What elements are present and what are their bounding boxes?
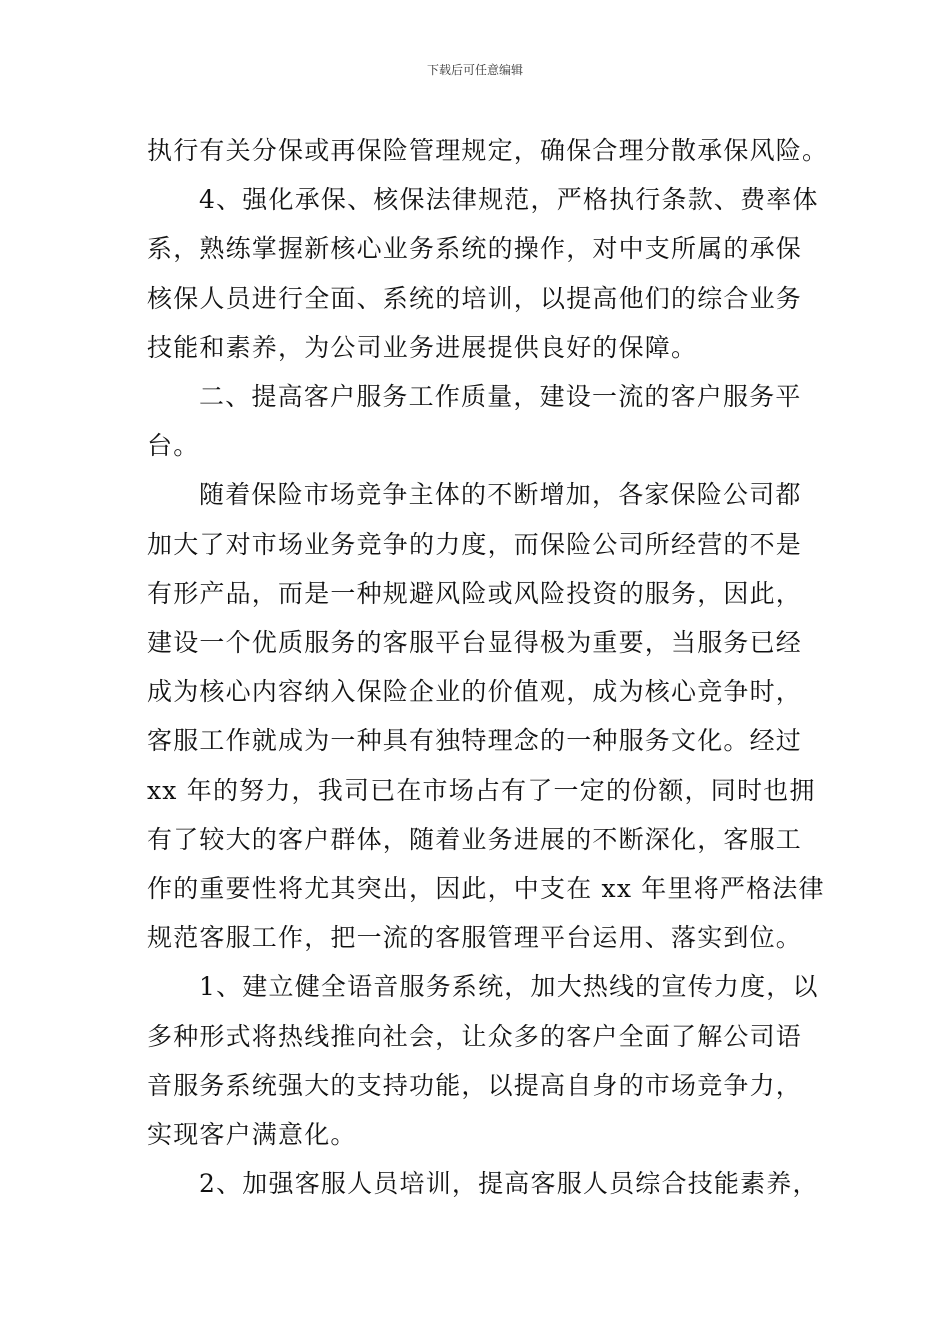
text-line: 客服工作就成为一种具有独特理念的一种服务文化。经过 xyxy=(147,726,803,756)
text-line: 随着保险市场竞争主体的不断增加，各家保险公司都 xyxy=(199,480,802,510)
text-line: 系，熟练掌握新核心业务系统的操作，对中支所属的承保 xyxy=(147,234,803,264)
paragraph-reinsurance-risk xyxy=(147,126,829,175)
text-line: 加大了对市场业务竞争的力度，而保险公司所经营的不是 xyxy=(147,529,803,559)
text-line: 实现客户满意化。 xyxy=(147,1120,357,1150)
paragraph-item-4-underwriting xyxy=(147,175,817,372)
paragraph-item-1-voice-system xyxy=(147,962,817,1159)
section-heading-customer-service xyxy=(147,372,817,470)
text-line: 2、加强客服人员培训，提高客服人员综合技能素养， xyxy=(199,1169,819,1199)
text-line: 规范客服工作，把一流的客服管理平台运用、落实到位。 xyxy=(147,923,803,953)
text-line: 执行有关分保或再保险管理规定，确保合理分散承保风险。 xyxy=(147,136,829,165)
paragraph-item-2-staff-training xyxy=(147,1159,817,1208)
text-line: 有形产品，而是一种规避风险或风险投资的服务，因此， xyxy=(147,578,803,608)
text-line: 台。 xyxy=(147,431,200,461)
text-line: 技能和素养，为公司业务进展提供良好的保障。 xyxy=(147,332,698,362)
page-header-note: 下载后可任意编辑 xyxy=(426,63,523,77)
text-line: 1、建立健全语音服务系统，加大热线的宣传力度，以 xyxy=(199,972,819,1002)
document-body xyxy=(147,126,829,1208)
text-line: 二、提高客户服务工作质量，建设一流的客户服务平 xyxy=(199,382,802,412)
text-line: 核保人员进行全面、系统的培训，以提高他们的综合业务 xyxy=(147,283,803,313)
text-line: 建设一个优质服务的客服平台显得极为重要，当服务已经 xyxy=(147,628,803,658)
text-line: 作的重要性将尤其突出，因此，中支在 xx 年里将严格法律 xyxy=(147,874,825,904)
text-line: 音服务系统强大的支持功能，以提高自身的市场竞争力， xyxy=(147,1070,803,1100)
text-line: 多种形式将热线推向社会，让众多的客户全面了解公司语 xyxy=(147,1021,803,1051)
paragraph-market-competition xyxy=(147,470,825,962)
text-line: 有了较大的客户群体，随着业务进展的不断深化，客服工 xyxy=(147,824,803,854)
text-line: 4、强化承保、核保法律规范，严格执行条款、费率体 xyxy=(199,185,819,215)
text-line: 成为核心内容纳入保险企业的价值观，成为核心竞争时， xyxy=(147,677,803,707)
text-line: xx 年的努力，我司已在市场占有了一定的份额，同时也拥 xyxy=(147,775,816,805)
